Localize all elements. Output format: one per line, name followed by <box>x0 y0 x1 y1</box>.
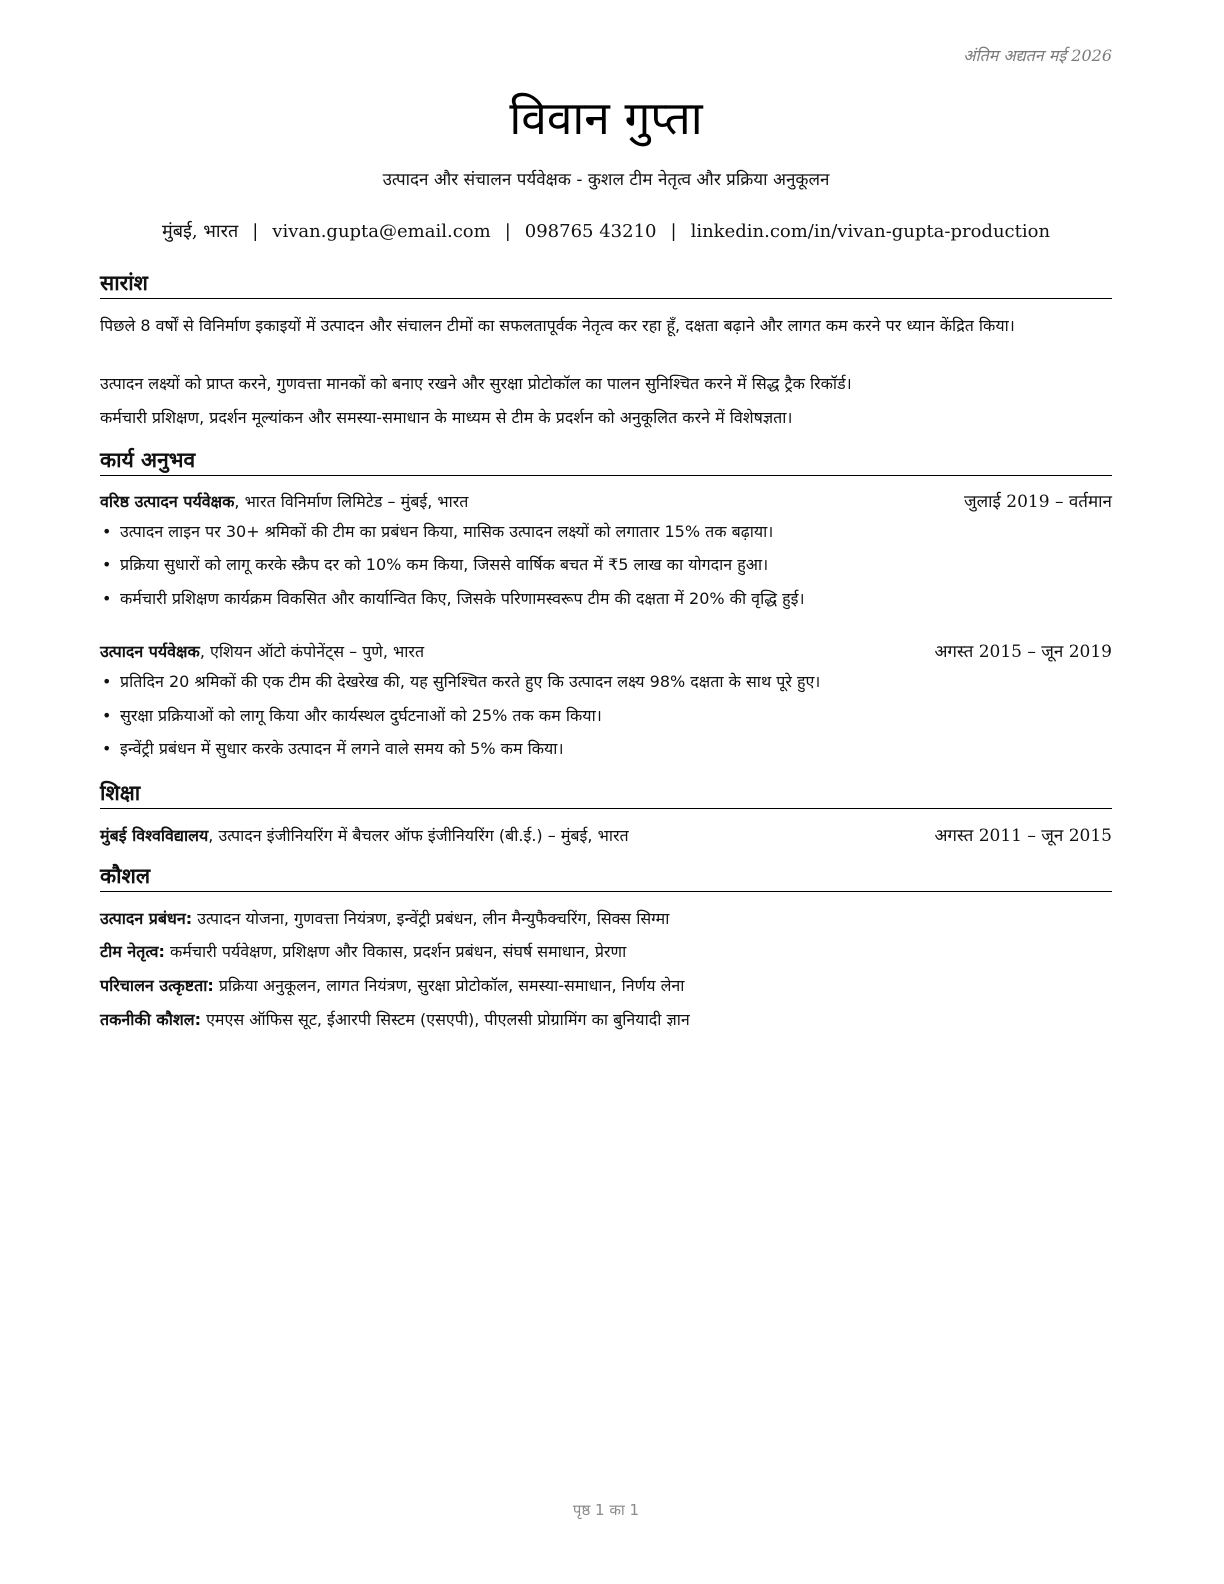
skill-value: कर्मचारी पर्यवेक्षण, प्रशिक्षण और विकास, प्रदर्शन प्रबंधन, संघर्ष समाधान, प्रेरणा <box>164 942 627 961</box>
contact-email[interactable]: vivan.gupta@email.com <box>272 221 491 242</box>
summary-paragraph: पिछले 8 वर्षों से विनिर्माण इकाइयों में उत्पादन और संचालन टीमों का सफलतापूर्वक नेतृत्व कर रहा हूँ, दक्षता बढ़ाने और लागत कम करने पर ध्यान केंद्रित किया। <box>100 316 1015 335</box>
education-details: , उत्पादन इंजीनियरिंग में बैचलर ऑफ इंजीनियरिंग (बी.ई.) – मुंबई, भारत <box>208 826 629 845</box>
education-institution: मुंबई विश्वविद्यालय <box>100 826 209 845</box>
contact-linkedin[interactable]: linkedin.com/in/vivan-gupta-production <box>690 221 1051 242</box>
job-org: , एशियन ऑटो कंपोनेंट्स – पुणे, भारत <box>199 642 425 661</box>
job-bullet <box>100 737 1112 761</box>
skill-label: परिचालन उत्कृष्टता: <box>100 976 214 995</box>
bullet-text: प्रतिदिन 20 श्रमिकों की एक टीम की देखरेख की, यह सुनिश्चित करते हुए कि उत्पादन लक्ष्य 98% दक्षता के साथ पूरे हुए। <box>120 672 821 691</box>
section-title-education: शिक्षा <box>100 780 1112 809</box>
job-bullet <box>100 553 1112 577</box>
bullet-text: कर्मचारी प्रशिक्षण कार्यक्रम विकसित और कार्यान्वित किए, जिसके परिणामस्वरूप टीम की दक्षता में 20% की वृद्धि हुई। <box>120 589 805 608</box>
skill-label: टीम नेतृत्व: <box>100 942 165 961</box>
skill-label: उत्पादन प्रबंधन: <box>100 909 193 928</box>
bullet-icon: • <box>102 739 112 758</box>
bullet-icon: • <box>102 522 112 541</box>
job-dates: अगस्त 2015 – जून 2019 <box>934 642 1112 662</box>
contact-phone: 098765 43210 <box>524 221 657 242</box>
candidate-name: विवान गुप्ता <box>509 91 703 145</box>
job-bullet <box>100 520 1112 544</box>
summary-paragraph: उत्पादन लक्ष्यों को प्राप्त करने, गुणवत्ता मानकों को बनाए रखने और सुरक्षा प्रोटोकॉल का पालन सुनिश्चित करने में सिद्ध ट्रैक रिकॉर्ड। <box>100 374 852 393</box>
section-title-skills: कौशल <box>100 863 1112 892</box>
job-role: वरिष्ठ उत्पादन पर्यवेक्षक <box>100 492 235 511</box>
skill-row <box>100 940 1112 964</box>
skill-row <box>100 1008 1112 1032</box>
contact-location: मुंबई, भारत <box>161 221 239 242</box>
skill-value: एमएस ऑफिस सूट, ईआरपी सिस्टम (एसएपी), पीएलसी प्रोग्रामिंग का बुनियादी ज्ञान <box>201 1010 690 1029</box>
job-header <box>100 490 1112 514</box>
job-role: उत्पादन पर्यवेक्षक <box>100 642 200 661</box>
skill-value: उत्पादन योजना, गुणवत्ता नियंत्रण, इन्वेंट्री प्रबंधन, लीन मैन्युफैक्चरिंग, सिक्स सिग्मा <box>192 909 670 928</box>
contact-line <box>100 219 1112 243</box>
job-bullet <box>100 587 1112 611</box>
contact-separator: | <box>504 221 511 242</box>
page-number: पृष्ठ 1 का 1 <box>572 1501 640 1519</box>
bullet-icon: • <box>102 706 112 725</box>
contact-separator: | <box>252 221 259 242</box>
education-dates: अगस्त 2011 – जून 2015 <box>934 826 1112 846</box>
bullet-icon: • <box>102 555 112 574</box>
bullet-icon: • <box>102 672 112 691</box>
education-entry <box>100 824 1112 848</box>
tagline: उत्पादन और संचालन पर्यवेक्षक - कुशल टीम नेतृत्व और प्रक्रिया अनुकूलन <box>382 170 830 190</box>
bullet-text: प्रक्रिया सुधारों को लागू करके स्क्रैप दर को 10% कम किया, जिससे वार्षिक बचत में ₹5 लाख का योगदान हुआ। <box>120 555 769 574</box>
last-updated <box>963 44 1112 66</box>
contact-separator: | <box>670 221 677 242</box>
bullet-text: सुरक्षा प्रक्रियाओं को लागू किया और कार्यस्थल दुर्घटनाओं को 25% तक कम किया। <box>120 706 602 725</box>
skill-value: प्रक्रिया अनुकूलन, लागत नियंत्रण, सुरक्षा प्रोटोकॉल, समस्या-समाधान, निर्णय लेना <box>213 976 685 995</box>
bullet-text: उत्पादन लाइन पर 30+ श्रमिकों की टीम का प्रबंधन किया, मासिक उत्पादन लक्ष्यों को लगातार 15% तक बढ़ाया। <box>120 522 774 541</box>
section-title-experience: कार्य अनुभव <box>100 447 1112 476</box>
section-title-summary: सारांश <box>100 270 1112 299</box>
skill-row <box>100 974 1112 998</box>
job-dates: जुलाई 2019 – वर्तमान <box>963 492 1112 512</box>
bullet-icon: • <box>102 589 112 608</box>
job-bullet <box>100 704 1112 728</box>
job-header <box>100 640 1112 664</box>
job-bullet <box>100 670 1112 694</box>
bullet-text: इन्वेंट्री प्रबंधन में सुधार करके उत्पादन में लगने वाले समय को 5% कम किया। <box>120 739 564 758</box>
last-updated-year: 2026 <box>1071 46 1112 65</box>
summary-paragraph: कर्मचारी प्रशिक्षण, प्रदर्शन मूल्यांकन और समस्या-समाधान के माध्यम से टीम के प्रदर्शन को अनुकूलित करने में विशेषज्ञता। <box>100 408 793 427</box>
resume-page <box>100 0 1112 1584</box>
skill-row <box>100 907 1112 931</box>
skill-label: तकनीकी कौशल: <box>100 1010 201 1029</box>
last-updated-label: अंतिम अद्यतन मई <box>963 46 1067 65</box>
job-org: , भारत विनिर्माण लिमिटेड – मुंबई, भारत <box>234 492 469 511</box>
